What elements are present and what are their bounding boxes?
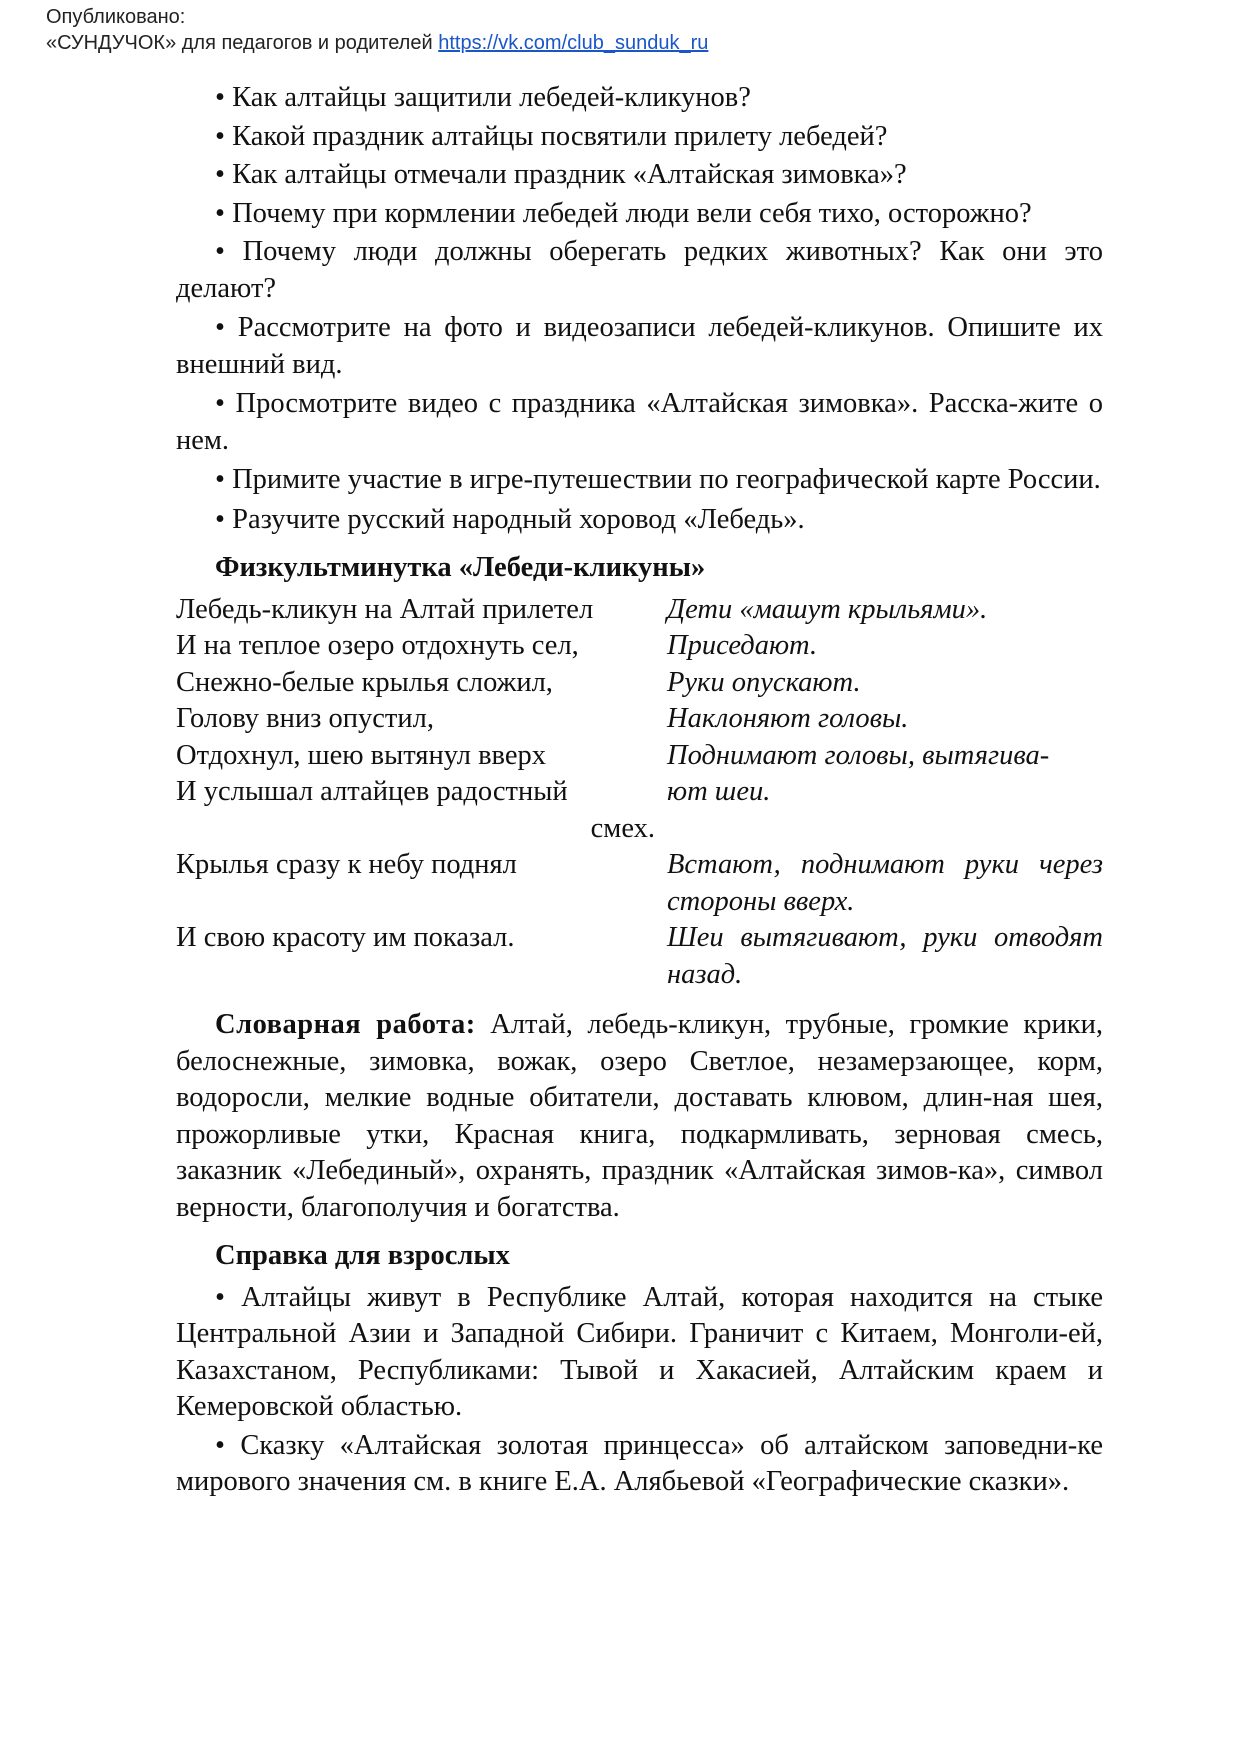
question-item: • Почему при кормлении лебедей люди вели себя тихо, осторожно? xyxy=(215,197,1032,229)
header-published-label: Опубликовано: xyxy=(46,6,186,28)
question-item: • Какой праздник алтайцы посвятили прилету лебедей? xyxy=(215,120,888,152)
poem-line: Крылья сразу к небу поднял xyxy=(176,849,517,880)
fizminutka-poem xyxy=(176,592,1103,994)
poem-line: И услышал алтайцев радостный xyxy=(176,776,568,807)
poem-line: Снежно-белые крылья сложил, xyxy=(176,666,553,698)
question-item: • Почему люди должны оберегать редких животных? Как они это делают? xyxy=(176,236,1103,304)
header-vk-link[interactable]: https://vk.com/club_sunduk_ru xyxy=(438,32,709,54)
reference-paragraph: • Сказку «Алтайская золотая принцесса» об алтайском заповедни-ке мирового значения см. в книге Е.А. Алябьевой «Географические сказки». xyxy=(176,1429,1103,1497)
task-item: • Примите участие в игре-путешествии по географической карте России. xyxy=(215,464,1101,495)
header-source-text: «СУНДУЧОК» для педагогов и родителей xyxy=(46,32,439,54)
poem-action: Наклоняют головы. xyxy=(667,703,909,734)
poem-action: Дети «машут крыльями». xyxy=(667,593,988,625)
poem-action: Поднимают головы, вытягива- xyxy=(667,739,1050,771)
reference-paragraph: • Алтайцы живут в Республике Алтай, которая находится на стыке Центральной Азии и Западной Сибири. Граничит с Китаем, Монголи-ей, Казахстаном, Республиками: Тывой и Хакасией, Алтайским краем и Кемеровской областью. xyxy=(176,1281,1103,1422)
document-page xyxy=(176,80,1103,1501)
task-item: • Разучите русский народный хоровод «Лебедь». xyxy=(215,503,805,535)
reference-title: Справка для взрослых xyxy=(215,1240,510,1271)
vocabulary-label: Словарная работа: xyxy=(215,1009,476,1040)
poem-line: Отдохнул, шею вытянул вверх xyxy=(176,739,546,771)
poem-action: ют шеи. xyxy=(667,776,771,807)
poem-action: Встают, поднимают руки через стороны вверх. xyxy=(667,849,1103,917)
publication-header xyxy=(46,4,708,56)
question-item: • Как алтайцы отмечали праздник «Алтайская зимовка»? xyxy=(215,159,907,190)
poem-action: Шеи вытягивают, руки отводят назад. xyxy=(667,922,1103,990)
vocabulary-text: Алтай, лебедь-кликун, трубные, громкие крики, белоснежные, зимовка, вожак, озеро Светлое, незамерзающее, корм, водоросли, мелкие водные обитатели, доставать клювом, длин-ная шея, прожорливые утки, Красная книга, подкармливать, зерновая смесь, заказник «Лебединый», охранять, праздник «Алтайская зимов-ка», символ верности, благополучия и богатства. xyxy=(176,1009,1103,1223)
poem-line: И на теплое озеро отдохнуть сел, xyxy=(176,630,579,661)
poem-action: Приседают. xyxy=(667,630,818,661)
fizminutka-title: Физкультминутка «Лебеди-кликуны» xyxy=(215,552,706,583)
vocabulary-paragraph xyxy=(176,1007,1103,1226)
question-item: • Как алтайцы защитили лебедей-кликунов? xyxy=(215,82,751,113)
poem-line: смех. xyxy=(590,812,655,844)
poem-line: Лебедь-кликун на Алтай прилетел xyxy=(176,593,594,625)
poem-line: И свою красоту им показал. xyxy=(176,922,515,953)
poem-line: Голову вниз опустил, xyxy=(176,703,434,734)
poem-action xyxy=(663,811,1103,848)
header-source-line xyxy=(46,30,708,56)
task-item: • Рассмотрите на фото и видеозаписи лебедей-кликунов. Опишите их внешний вид. xyxy=(176,312,1103,380)
poem-action: Руки опускают. xyxy=(667,666,861,698)
task-item: • Просмотрите видео с праздника «Алтайская зимовка». Расска-жите о нем. xyxy=(176,388,1103,456)
